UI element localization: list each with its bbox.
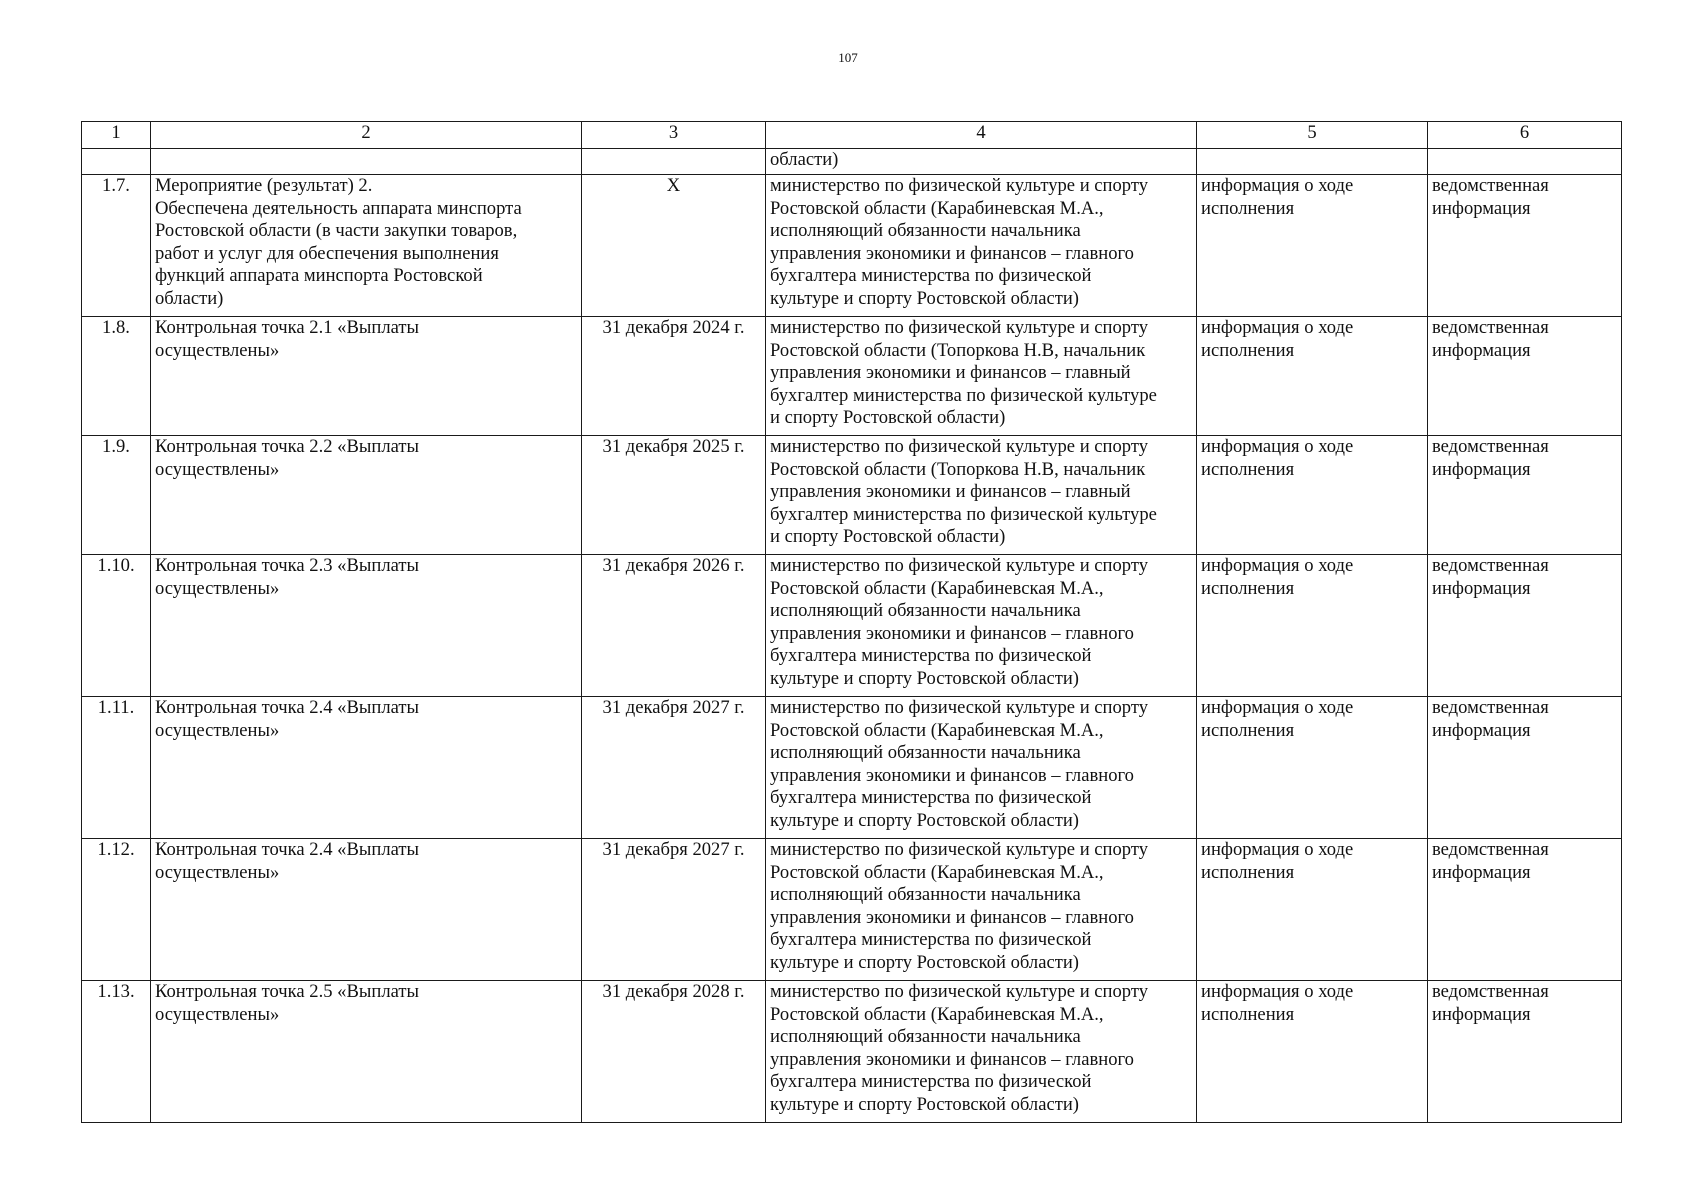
cell-line: министерство по физической культуре и спорту: [770, 317, 1149, 338]
row-number: 1.9.: [82, 436, 151, 555]
cell-line: министерство по физической культуре и спорту: [770, 175, 1149, 196]
cell-line: информация: [1432, 861, 1531, 883]
cell-line: информация о ходе: [1201, 175, 1354, 196]
information-system: [1428, 839, 1622, 981]
cell-line: Мероприятие (результат) 2.: [155, 175, 373, 196]
responsible-executor: [766, 981, 1197, 1123]
cell-line: информация о ходе: [1201, 317, 1354, 338]
cell-line: исполнения: [1201, 719, 1295, 741]
cell-line: Ростовской области (Карабиневская М.А.,: [770, 719, 1104, 741]
cell-line: Ростовской области (Карабиневская М.А.,: [770, 197, 1104, 219]
deadline: 31 декабря 2026 г.: [582, 555, 766, 697]
information-system: [1428, 317, 1622, 436]
responsible-executor: [766, 555, 1197, 697]
cell-line: ведомственная: [1432, 697, 1549, 718]
cell-line: бухгалтера министерства по физической: [770, 645, 1092, 667]
cell-line: ведомственная: [1432, 555, 1549, 576]
column-number: 3: [582, 122, 766, 149]
column-number: 5: [1197, 122, 1428, 149]
cell-line: культуре и спорту Ростовской области): [770, 287, 1079, 309]
responsible-executor: [766, 697, 1197, 839]
cell-line: культуре и спорту Ростовской области): [770, 951, 1079, 973]
table-body: [82, 122, 1622, 1123]
cell-line: бухгалтера министерства по физической: [770, 929, 1092, 951]
cell-line: ведомственная: [1432, 175, 1549, 196]
cell-line: информация о ходе: [1201, 436, 1354, 457]
cell-line: информация: [1432, 197, 1531, 219]
column-number: 2: [151, 122, 582, 149]
confirming-document: [1197, 175, 1428, 317]
deadline: X: [582, 175, 766, 317]
event-name: [151, 436, 582, 555]
cell-line: ведомственная: [1432, 436, 1549, 457]
table-row: [82, 839, 1622, 981]
deadline: 31 декабря 2027 г.: [582, 839, 766, 981]
row-number: 1.13.: [82, 981, 151, 1123]
table-row: [82, 436, 1622, 555]
column-number: 4: [766, 122, 1197, 149]
cell-line: информация: [1432, 1003, 1531, 1025]
information-system: [1428, 175, 1622, 317]
cell-line: информация: [1432, 719, 1531, 741]
column-number: 6: [1428, 122, 1622, 149]
cell-line: информация: [1432, 458, 1531, 480]
deadline: 31 декабря 2028 г.: [582, 981, 766, 1123]
cell-line: управления экономики и финансов – главного: [770, 1048, 1134, 1070]
cell-line: информация: [1432, 577, 1531, 599]
cell-line: информация о ходе: [1201, 555, 1354, 576]
cell-line: управления экономики и финансов – главный: [770, 481, 1131, 503]
deadline: 31 декабря 2024 г.: [582, 317, 766, 436]
cell-line: информация о ходе: [1201, 697, 1354, 718]
cell-line: осуществлены»: [155, 339, 280, 361]
table-row: [82, 317, 1622, 436]
event-name: [151, 697, 582, 839]
event-name: [151, 555, 582, 697]
cell-line: культуре и спорту Ростовской области): [770, 809, 1079, 831]
cell-line: бухгалтер министерства по физической культуре: [770, 503, 1157, 525]
cell-line: бухгалтера министерства по физической: [770, 1071, 1092, 1093]
cell-line: исполнения: [1201, 197, 1295, 219]
cell-line: Контрольная точка 2.2 «Выплаты: [155, 436, 419, 457]
cell-line: осуществлены»: [155, 1003, 280, 1025]
cell-document: [1197, 149, 1428, 175]
confirming-document: [1197, 697, 1428, 839]
information-system: [1428, 697, 1622, 839]
event-name: [151, 175, 582, 317]
cell-line: исполнения: [1201, 1003, 1295, 1025]
cell-line: управления экономики и финансов – главного: [770, 906, 1134, 928]
confirming-document: [1197, 436, 1428, 555]
row-number: 1.8.: [82, 317, 151, 436]
cell-line: исполнения: [1201, 458, 1295, 480]
cell-line: ведомственная: [1432, 981, 1549, 1002]
cell-line: управления экономики и финансов – главного: [770, 622, 1134, 644]
cell-line: Контрольная точка 2.4 «Выплаты: [155, 697, 419, 718]
row-number: 1.7.: [82, 175, 151, 317]
cell-line: управления экономики и финансов – главного: [770, 764, 1134, 786]
cell-line: министерство по физической культуре и спорту: [770, 555, 1149, 576]
cell-line: Ростовской области (Топоркова Н.В, начальник: [770, 458, 1146, 480]
cell-num: [82, 149, 151, 175]
confirming-document: [1197, 317, 1428, 436]
column-number-row: [82, 122, 1622, 149]
cell-line: исполняющий обязанности начальника: [770, 1026, 1081, 1048]
cell-line: бухгалтер министерства по физической культуре: [770, 384, 1157, 406]
cell-line: управления экономики и финансов – главный: [770, 362, 1131, 384]
responsible-executor: [766, 317, 1197, 436]
plan-table: [81, 121, 1622, 1123]
cell-line: исполняющий обязанности начальника: [770, 884, 1081, 906]
cell-line: функций аппарата минспорта Ростовской: [155, 265, 483, 287]
cell-line: осуществлены»: [155, 577, 280, 599]
cell-line: Контрольная точка 2.1 «Выплаты: [155, 317, 419, 338]
cell-line: Ростовской области (Топоркова Н.В, начальник: [770, 339, 1146, 361]
table-row: [82, 555, 1622, 697]
cell-line: Ростовской области (в части закупки товаров,: [155, 220, 518, 242]
cell-line: осуществлены»: [155, 719, 280, 741]
cell-line: информация о ходе: [1201, 981, 1354, 1002]
cell-line: Обеспечена деятельность аппарата минспорта: [155, 197, 522, 219]
cell-line: Контрольная точка 2.3 «Выплаты: [155, 555, 419, 576]
cell-line: министерство по физической культуре и спорту: [770, 436, 1149, 457]
cell-line: ведомственная: [1432, 317, 1549, 338]
row-number: 1.11.: [82, 697, 151, 839]
cell-line: исполнения: [1201, 339, 1295, 361]
cell-line: исполняющий обязанности начальника: [770, 742, 1081, 764]
row-number: 1.10.: [82, 555, 151, 697]
cell-line: осуществлены»: [155, 861, 280, 883]
confirming-document: [1197, 555, 1428, 697]
responsible-executor: [766, 839, 1197, 981]
cell-line: управления экономики и финансов – главного: [770, 242, 1134, 264]
deadline: 31 декабря 2025 г.: [582, 436, 766, 555]
cell-line: и спорту Ростовской области): [770, 526, 1006, 548]
event-name: [151, 839, 582, 981]
information-system: [1428, 555, 1622, 697]
cell-line: Контрольная точка 2.5 «Выплаты: [155, 981, 419, 1002]
responsible-executor: [766, 436, 1197, 555]
confirming-document: [1197, 981, 1428, 1123]
information-system: [1428, 436, 1622, 555]
cell-line: осуществлены»: [155, 458, 280, 480]
cell-line: министерство по физической культуре и спорту: [770, 839, 1149, 860]
cell-line: области): [155, 287, 224, 309]
table-row: [82, 175, 1622, 317]
responsible-executor: [766, 175, 1197, 317]
cell-line: области): [770, 149, 839, 170]
deadline: 31 декабря 2027 г.: [582, 697, 766, 839]
cell-line: исполняющий обязанности начальника: [770, 220, 1081, 242]
cell-line: Ростовской области (Карабиневская М.А.,: [770, 577, 1104, 599]
cell-line: бухгалтера министерства по физической: [770, 265, 1092, 287]
event-name: [151, 317, 582, 436]
cell-line: информация: [1432, 339, 1531, 361]
cell-line: министерство по физической культуре и спорту: [770, 981, 1149, 1002]
cell-line: исполнения: [1201, 577, 1295, 599]
cell-line: информация о ходе: [1201, 839, 1354, 860]
information-system: [1428, 981, 1622, 1123]
cell-line: Ростовской области (Карабиневская М.А.,: [770, 861, 1104, 883]
cell-responsible: [766, 149, 1197, 175]
cell-line: и спорту Ростовской области): [770, 407, 1006, 429]
table-row: [82, 981, 1622, 1123]
continuation-row: [82, 149, 1622, 175]
event-name: [151, 981, 582, 1123]
table-row: [82, 697, 1622, 839]
cell-line: бухгалтера министерства по физической: [770, 787, 1092, 809]
row-number: 1.12.: [82, 839, 151, 981]
cell-system: [1428, 149, 1622, 175]
cell-line: культуре и спорту Ростовской области): [770, 667, 1079, 689]
cell-line: Контрольная точка 2.4 «Выплаты: [155, 839, 419, 860]
cell-line: Ростовской области (Карабиневская М.А.,: [770, 1003, 1104, 1025]
cell-line: исполнения: [1201, 861, 1295, 883]
cell-line: работ и услуг для обеспечения выполнения: [155, 242, 499, 264]
page-number: 107: [838, 50, 858, 65]
cell-line: ведомственная: [1432, 839, 1549, 860]
column-number: 1: [82, 122, 151, 149]
cell-deadline: [582, 149, 766, 175]
cell-line: исполняющий обязанности начальника: [770, 600, 1081, 622]
cell-line: культуре и спорту Ростовской области): [770, 1093, 1079, 1115]
confirming-document: [1197, 839, 1428, 981]
cell-event: [151, 149, 582, 175]
cell-line: министерство по физической культуре и спорту: [770, 697, 1149, 718]
